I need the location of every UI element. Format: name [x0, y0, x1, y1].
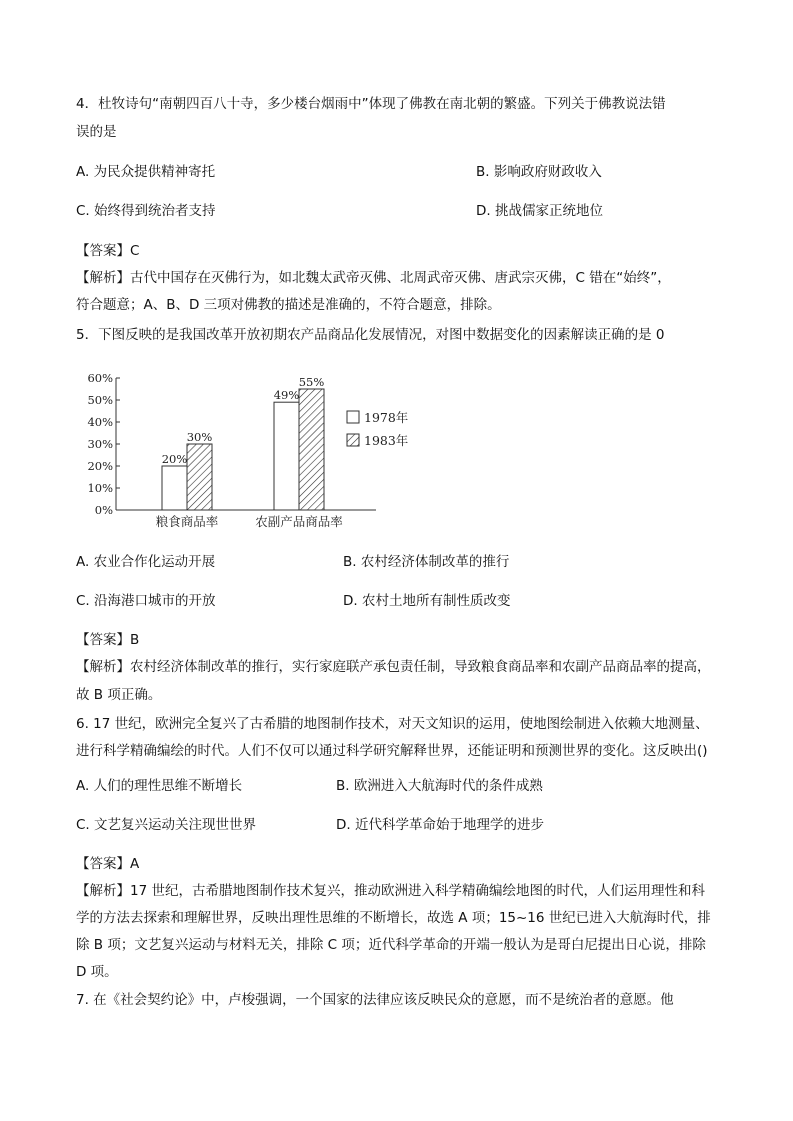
- q6-explanation-line3: 除 B 项；文艺复兴运动与材料无关，排除 C 项；近代科学革命的开端一般认为是哥白尼提出日心说，排除: [76, 937, 706, 953]
- q5-option-c: C. 沿海港口城市的开放: [76, 593, 216, 609]
- q5-stem-line1: 5．下图反映的是我国改革开放初期农产品商品化发展情况，对图中数据变化的因素解读正确的是 0: [76, 327, 665, 343]
- bar-value-label: 30%: [186, 430, 213, 444]
- q5-option-b: B. 农村经济体制改革的推行: [343, 554, 510, 570]
- y-tick-label: 60%: [87, 371, 113, 385]
- q4-explanation-line2: 符合题意；A、B、D 三项对佛教的描述是准确的，不符合题意，排除。: [76, 297, 501, 313]
- bar-1983: [187, 444, 212, 510]
- q5-option-d: D. 农村土地所有制性质改变: [343, 593, 511, 609]
- bar-value-label: 49%: [273, 388, 300, 403]
- q4-answer: 【答案】C: [76, 243, 140, 259]
- legend-label: 1978年: [364, 410, 409, 425]
- q6-explanation-line4: D 项。: [76, 964, 118, 980]
- legend-swatch-1983: [347, 434, 359, 446]
- y-tick-label: 40%: [87, 415, 113, 429]
- y-tick-label: 30%: [87, 437, 113, 451]
- q4-stem-line1: 4．杜牧诗句“南朝四百八十寺，多少楼台烟雨中”体现了佛教在南北朝的繁盛。下列关于佛教说法错: [76, 96, 666, 112]
- q4-explanation-line1: 【解析】古代中国存在灭佛行为，如北魏太武帝灭佛、北周武帝灭佛、唐武宗灭佛，C 错在“始终”，: [76, 270, 671, 286]
- q5-answer: 【答案】B: [76, 632, 140, 648]
- q6-option-a: A. 人们的理性思维不断增长: [76, 778, 243, 794]
- q6-option-b: B. 欧洲进入大航海时代的条件成熟: [336, 778, 543, 794]
- legend-swatch-1978: [347, 411, 359, 423]
- commodity-rate-bar-chart: [70, 365, 430, 535]
- x-category-label: 农副产品商品率: [255, 514, 343, 529]
- q5-explanation-line2: 故 B 项正确。: [76, 687, 162, 703]
- y-tick-label: 0%: [94, 503, 113, 517]
- y-tick-label: 20%: [87, 459, 113, 473]
- q4-option-c: C. 始终得到统治者支持: [76, 203, 216, 219]
- q4-stem-line2: 误的是: [76, 124, 117, 140]
- x-category-label: 粮食商品率: [155, 514, 219, 529]
- y-tick-label: 10%: [87, 481, 113, 495]
- q5-explanation-line1: 【解析】农村经济体制改革的推行，实行家庭联产承包责任制，导致粮食商品率和农副产品商品率的提高，: [76, 659, 711, 675]
- q6-option-d: D. 近代科学革命始于地理学的进步: [336, 817, 544, 833]
- q6-stem-line2: 进行科学精确编绘的时代。人们不仅可以通过科学研究解释世界，还能证明和预测世界的变化。这反映出(): [76, 743, 708, 759]
- bar-1978: [274, 402, 299, 510]
- q7-stem-line1: 7. 在《社会契约论》中，卢梭强调，一个国家的法律应该反映民众的意愿，而不是统治者的意愿。他: [76, 992, 674, 1008]
- q5-option-a: A. 农业合作化运动开展: [76, 554, 216, 570]
- q6-stem-line1: 6. 17 世纪，欧洲完全复兴了古希腊的地图制作技术，对天文知识的运用，使地图绘制进入依赖大地测量、: [76, 716, 709, 732]
- bar-1978: [162, 466, 187, 510]
- q6-explanation-line1: 【解析】17 世纪，古希腊地图制作技术复兴，推动欧洲进入科学精确编绘地图的时代，人们运用理性和科: [76, 883, 705, 899]
- q4-option-a: A. 为民众提供精神寄托: [76, 164, 216, 180]
- legend-label: 1983年: [364, 433, 409, 448]
- bar-1983: [299, 389, 324, 510]
- y-tick-label: 50%: [87, 393, 113, 407]
- q6-option-c: C. 文艺复兴运动关注现世世界: [76, 817, 257, 833]
- bar-value-label: 20%: [161, 452, 188, 466]
- q6-answer: 【答案】A: [76, 856, 140, 872]
- bar-value-label: 55%: [298, 375, 325, 389]
- q4-option-d: D. 挑战儒家正统地位: [476, 203, 603, 219]
- q6-explanation-line2: 学的方法去探索和理解世界，反映出理性思维的不断增长，故选 A 项；15~16 世纪已进入大航海时代，排: [76, 910, 711, 926]
- q4-option-b: B. 影响政府财政收入: [476, 164, 602, 180]
